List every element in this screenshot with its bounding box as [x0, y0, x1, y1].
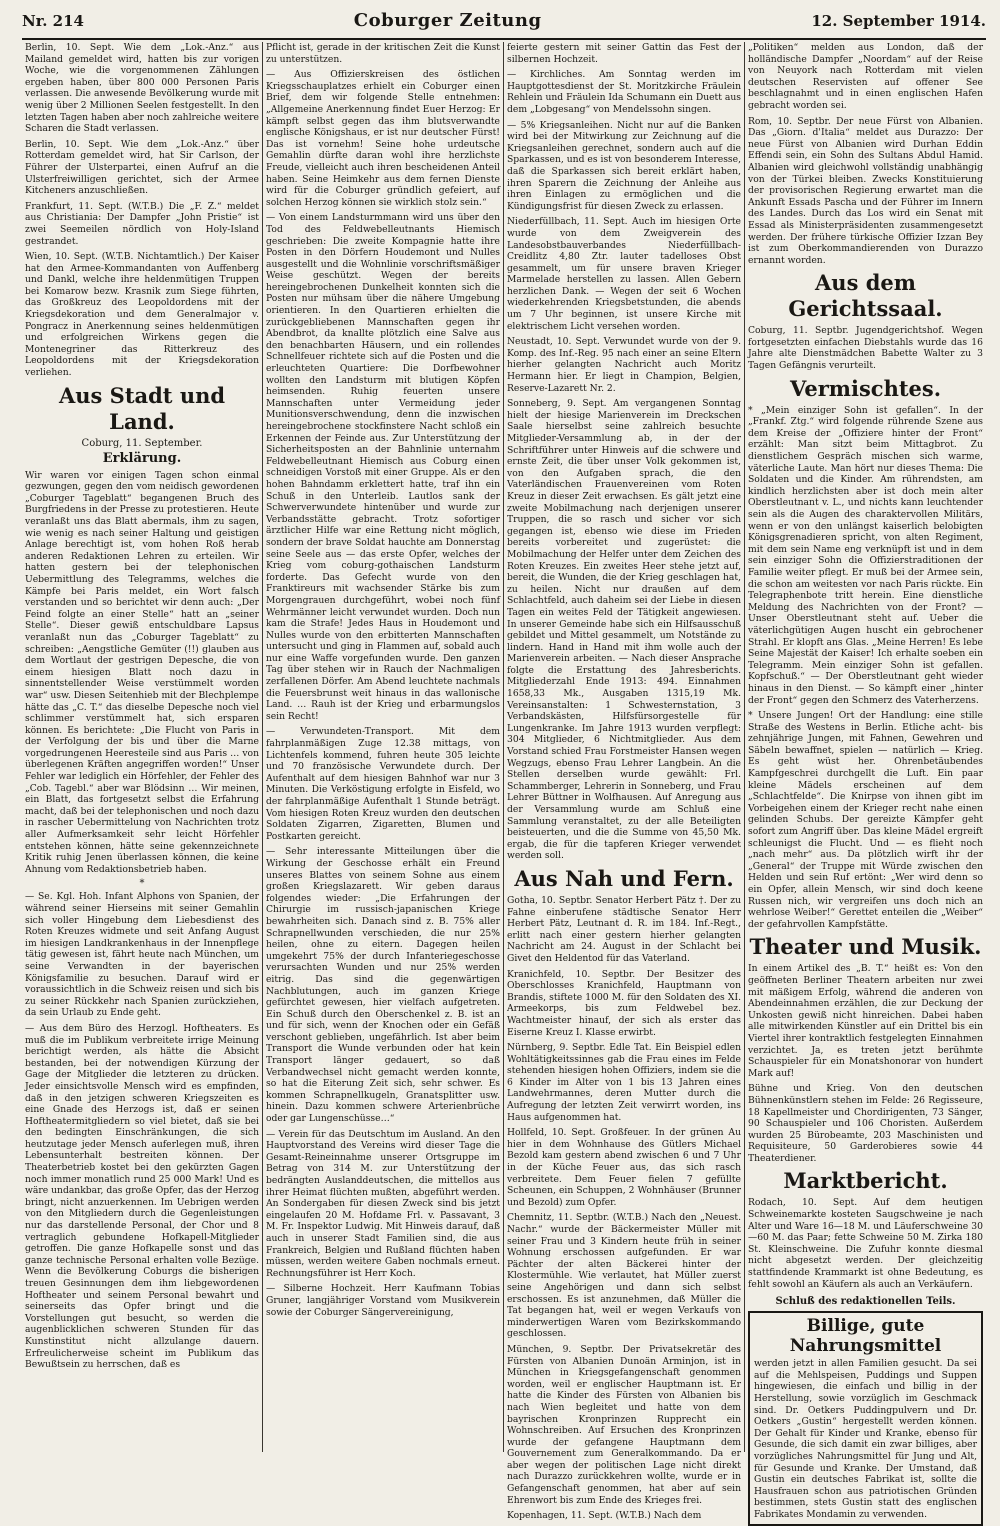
column — [263, 42, 504, 1452]
article-paragraph: Gotha, 10. Septbr. Senator Herbert Pätz †. Der zu Fahne einberufene städtische Senator Herr Herbert Pätz, Leutnant d. R. im 184. Inf.-Regt., erlitt nach einer gestern hierher gelangten Nachricht am 24. August in der Schlacht bei Givet den Heldentod für das Vaterland. — [507, 894, 741, 964]
section-heading: Vermischtes. — [789, 375, 942, 401]
article-paragraph: Nürnberg, 9. Septbr. Edle Tat. Ein Beispiel edlen Wohltätigkeitssinnes gab die Frau eines im Felde stehenden hiesigen hohen Offiziers, indem sie die 6 Kinder im Alter von 1 bis 13 Jahren eines Landwehrmannes, deren Mutter durch die Aufregung der letzten Zeit verwirrt worden, ins Haus aufgenommen hat. — [507, 1042, 741, 1123]
article-paragraph: Berlin, 10. Sept. Wie dem „Lok.-Anz.“ aus Mailand gemeldet wird, hatten bis zur vorigen Woche, wie die vorgenommenen Zählungen ergeben haben, über 800 000 Personen Paris verlassen. Die anwesende Bevölkerung wurde mit wenig über 2 Millionen Seelen festgestellt. In den letzten Tagen haben aber noch zahlreiche weitere Scharen die Stadt verlassen. — [25, 42, 259, 135]
article-paragraph: Frankfurt, 11. Sept. (W.T.B.) Die „F. Z.“ meldet aus Christiania: Der Dampfer „John Pristie“ ist zwei Seemeilen nördlich von Holy-Island gestrandet. — [25, 200, 259, 247]
subheading: Erklärung. — [102, 450, 182, 466]
section-heading: Aus Nah und Fern. — [514, 865, 734, 891]
article-paragraph: — 5% Kriegsanleihen. Nicht nur auf die Banken wird bei der Mitwirkung zur Zeichnung auf die Kriegsanleihen gerechnet, sondern auch auf die Sparkassen, und es ist von besonderem Interesse, daß die Sparkassen sich bereit erklärt haben, ihren Sparern die Zeichnung der Anleihe aus ihren Einlagen zu ermöglichen und die Kündigungsfrist für diesen Zweck zu erlassen. — [507, 119, 741, 212]
article-paragraph: — Aus Offizierskreisen des östlichen Kriegsschauplatzes erhielt ein Coburger einen Brief, dem wir folgende Stelle entnehmen: „Allgemeine Anerkennung findet Euer Herzog: Er kämpft selbst gegen das ihm blutsverwandte englische Königshaus, er ist nur deutscher Fürst! Das ist vornehm! Seine hohe urdeutsche Gemahlin dürfte daran wohl ihre herzlichste Freude, vielleicht auch ihren bescheidenen Anteil haben. Seine Heimkehr aus dem fernen Dienste wird für die Coburger gründlich gefeiert, auf solchen Herzog können sie wirklich stolz sein.“ — [266, 69, 500, 208]
article-paragraph: — Sehr interessante Mitteilungen über die Wirkung der Geschosse erhält ein Freund unseres Blattes von seinem Sohne aus einem großen Kriegslazarett. Wir geben daraus folgendes wieder: „Die Erfahrungen der Chirurgie im russisch-japanischen Kriege bewahrheiten sich. Danach sind z. B. 75% aller Schrapnellwunden verschieden, die nur 25% heilen, ohne zu eitern. Dagegen heilen umgekehrt 75% der durch Infanteriegeschosse verursachten Wunden und nur 25% werden eitrig. Das sind die gegenwärtigen Nachblutungen, auch im ganzen Kriege gefürchtet gewesen, hier vielfach aufgetreten. Ein Schuß durch den Oberschenkel z. B. ist an und für sich, wenn der Knochen oder ein Gefäß verschont geblieben, ungefährlich. Ist aber beim Transport die Wunde verbunden oder hat kein Transport länger gedauert, so daß Verbandwechsel nicht gemacht werden konnte, so hat die Eiterung Zeit sich, sehr schwer. Es kommen Schrapnellkugeln, Granatsplitter usw. hinein. Dazu kommen schwere Arterienbrüche oder gar Lungenschüsse…“ — [266, 846, 500, 1125]
article-paragraph: Sonneberg, 9. Sept. Am vergangenen Sonntag hielt der hiesige Marienverein im Dreckschen Saale hierselbst seine zahlreich besuchte Mitglieder-Versammlung ab, in der der Schriftführer unter Hinweis auf die schwere und ernste Zeit, die über unser Volk gekommen ist, von den Aufgaben sprach, die den Vaterländischen Frauenvereinen vom Roten Kreuz in dieser Zeit erwachsen. Es gält jetzt eine zweite Mobilmachung nach derjenigen unserer Truppen, die so rasch und sicher vor sich gegangen ist, ebenso wie diese im Frieden bereits vorbereitet und zugerüstet: die Mobilmachung der Helfer unter dem Zeichen des Roten Kreuzes. Ein zweites Heer stehe jetzt auf, bereit, die Wunden, die der Krieg geschlagen hat, zu heilen. Nicht nur draußen auf dem Schlachtfeld, auch daheim sei der Liebe in diesen Tagen ein weites Feld der Tätigkeit angewiesen. In unserer Gemeinde habe sich ein Hilfsausschuß gebildet und Mittel gesammelt, um Notstände zu lindern. Hand in Hand mit ihm wolle auch der Marienverein arbeiten. — Nach dieser Ansprache folgte die Erstattung des Jahresberichts. Mitgliederzahl Ende 1913: 494. Einnahmen 1658,33 Mk., Ausgaben 1315,19 Mk. Vereinsanstalten: 1 Schwesternstation, 3 Verbandskästen, Hilfsfürsorgestelle für Lungenkranke. Im Jahre 1913 wurden verpflegt: 304 Mitglieder, 6 Nichtmitglieder. Aus dem Vorstand schied Frau Forstmeister Hansen wegen Wegzugs, ebenso Frau Lehrer Langbein. An die Stellen derselben wurde gewählt: Frl. Schammberger, Lehrerin in Sonneberg, und Frau Lehrer Büttner in Wolfhausen. Auf Anregung aus der Versammlung wurde am Schluß eine Sammlung veranstaltet, zu der alle Beteiligten beisteuerten, und die die Summe von 45,50 Mk. ergab, die für die tapferen Krieger verwendet werden soll. — [507, 398, 741, 862]
masthead-rule — [22, 38, 986, 40]
article-paragraph: Rom, 10. Septbr. Der neue Fürst von Albanien. Das „Giorn. d'Italia“ meldet aus Durazzo: Der neue Fürst von Albanien wird Durhan Eddin Effendi sein, ein Sohn des Sultans Abdul Hamid. Albanien wird gleichwohl vollständig unabhängig von der Türkei bleiben. Zwecks Konstituierung der provisorischen Regierung erwartet man die Ankunft Essads Pascha und der Führer im Innern des Landes. Durch das Los wird ein Senat mit Essad als Ministerpräsidenten zusammengesetzt werden. Der frühere türkische Offizier Izzan Bey ist zum Oberkommandierenden von Durazzo ernannt worden. — [748, 115, 983, 266]
article-paragraph: Kranichfeld, 10. Septbr. Der Besitzer des Oberschlosses Kranichfeld, Hauptmann von Brandis, stiftete 1000 M. für den Soldaten des XI. Armeekorps, bis zum Feldwebel bez. Wachtmeister hinauf, der sich als erster das Eiserne Kreuz I. Klasse erwirbt. — [507, 968, 741, 1038]
article-paragraph: Berlin, 10. Sept. Wie dem „Lok.-Anz.“ über Rotterdam gemeldet wird, hat Sir Carlson, der Führer der Ulsterpartei, einen Aufruf an die Ulsterfreiwilligen gerichtet, sich der Armee Kitcheners anzuschließen. — [25, 138, 259, 197]
article-paragraph: * Unsere Jungen! Ort der Handlung: eine stille Straße des Westens in Berlin. Etliche acht- bis zehnjährige Jungen, mit Fahnen, Gewehren und Säbeln bewaffnet, spielen — natürlich — Krieg. Es geht wüst her. Ohrenbetäubendes Kampfgeschrei durchgellt die Luft. Ein paar kleine Mädels erscheinen auf dem „Schlachtfelde“. Die Knirpse von ihnen gibt im Vorbeigehen einem der Krieger recht nahe einen gelinden Schubs. Der gereizte Kämpfer geht sofort zum Angriff über. Das kleine Mädel ergreift schleunigst die Flucht. Und — es flieht noch „nach mehr“ aus. Da plötzlich wirft ihr der „General“ der Truppe mit Würde zwischen den Helden und sein Ruf ertönt: „Wer wird denn so ein Opfer, allein Mensch, wir sind doch keene Russen nich, wir vergreifen uns doch nich an wehrlose Weiber!“ Gerettet enteilen die „Weiber“ der gefahrvollen Kampfstätte. — [748, 710, 983, 930]
article-paragraph: — Se. Kgl. Hoh. Infant Alphons von Spanien, der während seiner Hierseins mit seiner Gemahlin sich voller Hingebung dem Liebesdienst des Roten Kreuzes widmete und seit Anfang August im hiesigen Landkrankenhaus in der Innenpflege tätig gewesen ist, fährt heute nach München, um seine Verwandten in der bayerischen Königsfamilie zu besuchen. Darauf wird er voraussichtlich in die Schweiz reisen und sich bis zu seiner Rückkehr nach Spanien zurückziehen, da sein Urlaub zu Ende geht. — [25, 891, 259, 1019]
article-paragraph: — Silberne Hochzeit. Herr Kaufmann Tobias Gruner, langjähriger Vorstand vom Musikverein sowie der Coburger Sängervereinigung, — [266, 1283, 500, 1318]
article-paragraph: Wir waren vor einigen Tagen schon einmal gezwungen, gegen den vom neidisch gewordenen „Coburger Tageblatt“ begangenen Bruch des Burgfriedens in der Presse zu protestieren. Heute veranlaßt uns das Blatt abermals, ihm zu sagen, wie wenig es nach seiner Haltung und geistigen Anlage berechtigt ist, vom hohen Roß herab anderen Redaktionen Lehren zu erteilen. Wir hatten gestern bei der telephonischen Uebermittlung des Telegramms, welches die Kämpfe bei Paris meldet, ein Wort falsch verstanden und so berichtet wir denn auch: „Der Feind folgte an einer Stelle“ hatt an „seiner Stelle“. Dieser gewiß entschuldbare Lapsus veranlaßt nun das „Coburger Tageblatt“ zu schreiben: „Aengstliche Gemüter (!!) glauben aus dem Wortlaut der gestrigen Depesche, die von einem hiesigen Blatt noch dazu in sinnentstellender Weise verstümmelt worden war“ usw. Diesen Seitenhieb mit der Blechplempe hätte das „C. T.“ das dieselbe Depesche noch viel schlimmer verstümmelt hat, sich ersparen können. Es berichtete: „Die Flucht von Paris in der Verfolgung der bis und über die Marne vorgedrungenen Heeresteile sind aus Paris … von überlegenen Kräften angegriffen worden!“ Unser Fehler war lediglich ein Hörfehler, der Fehler des „Cob. Tagebl.“ aber war Blödsinn … Wir meinen, ein Blatt, das fortgesetzt selbst die Erfahrung macht, daß bei der telephonischen und noch dazu in rascher Uebermittelung von Nachrichten trotz aller Aufmerksamkeit sehr leicht Hörfehler entstehen können, hätte seine gekennzeichnete Kritik ruhig Jenen überlassen können, die keine Ahnung vom Redaktionsbetrieb haben. — [25, 469, 259, 875]
columns — [22, 42, 986, 1522]
section-heading: Marktbericht. — [783, 1168, 948, 1194]
article-paragraph: — Aus dem Büro des Herzogl. Hoftheaters. Es muß die im Publikum verbreitete irrige Meinung berichtigt werden, als hätte die Absicht bestanden, bei der notwendigen Kürzung der Gage der Mitglieder die letzteren zu drücken. Jeder einsichtsvolle Mensch wird es empfinden, daß in den jetzigen schweren Kriegszeiten es eine Gnade des Herzogs ist, daß er seinen Hoftheatermitgliedern so viel bietet, daß sie bei den bedingten Einschränkungen, die sich heutzutage jeder Mensch auferlegen muß, ihren Lebensunterhalt bestreiten können. Der Theaterbetrieb kostet bei den gekürzten Gagen noch immer monatlich rund 25 000 Mark! Und es wäre undankbar, das große Opfer, das der Herzog bringt, nicht anzuerkennen. Im Uebrigen werden von den Mitgliedern durch die Gegenleistungen nur das darstellende Personal, der Chor und 8 vertraglich gebundene Hofkapell-Mitglieder getroffen. Die ganze Hofkapelle sonst und das ganze technische Personal erhalten volle Bezüge. Wenn die Bevölkerung Coburgs die bisherigen treuen Gesinnungen dem ihm liebgewordenen Hoftheater und seinem Personal bewahrt und seinerseits das Opfer bringt und die Vorstellungen gut besucht, so werden die augenblicklichen schweren Stunden für das Kunstinstitut nicht allzulange dauern. Erfreulicherweise scheint im Publikum das Bewußtsein zu herrschen, daß es — [25, 1022, 259, 1371]
newspaper-title: Coburger Zeitung — [353, 10, 542, 31]
section-heading: Aus Stadt und Land. — [58, 382, 226, 434]
article-paragraph: Bühne und Krieg. Von den deutschen Bühnenkünstlern stehen im Felde: 26 Regisseure, 18 Kapellmeister und Chordirigenten, 73 Sänger, 90 Schauspieler und 106 Choristen. Außerdem wurden 25 Bürobeamte, 203 Maschinisten und Requisiteure, 50 Garderobieres sowie 44 Theaterdiener. — [748, 1083, 983, 1164]
column — [745, 42, 986, 1520]
column — [504, 42, 745, 1522]
column — [22, 42, 263, 1452]
article-paragraph: * „Mein einziger Sohn ist gefallen“. In der „Frankf. Ztg.“ wird folgende rührende Szene aus dem Kreise der „Offiziere hinter der Front“ erzählt: Man sitzt beim Mittagbrot. Zu dienstlichem Gespräch mischen sich warme, väterliche Laute. Man hört nur dieses Thema: Die Soldaten und die Kinder. Am rührendsten, am kindlich herzlichsten aber ist doch mein alter Oberstleutnant v. L., und nichts kann leuchtender sein als die Augen des charaktervollen Militärs, wenn er von den unlängst kaiserlich belobigten Königsgrenadieren spricht, von alten Regiment, mit dem sein Name eng verknüpft ist und in dem sein einziger Sohn die Offizierstraditionen der Familie weiter pflegt. Er muß bei der Armee sein, die schon am weitesten vor nach Paris rückte. Ein Telegraphenbote tritt herein. Eine dienstliche Meldung des Nachrichten von der Front? — Unser Oberstleutnant steht auf. Ueber die väterlichgütigen Augen huscht ein gebrochener Strahl. Er klopft ans Glas. „Meine Herren! Es lebe Seine Majestät der Kaiser! Ich erhalte soeben ein Telegramm. Mein einziger Sohn ist gefallen. Kopfschuß.“ — Der Oberstleutnant geht wieder hinaus in den Dienst. — So kämpft einer „hinter der Front“ gegen den Schmerz des Vaterherzens. — [748, 404, 983, 706]
masthead — [22, 10, 986, 34]
article-paragraph: feierte gestern mit seiner Gattin das Fest der silbernen Hochzeit. — [507, 42, 741, 65]
issue-number: Nr. 214 — [22, 12, 84, 30]
section-heading: Aus dem Gerichtssaal. — [788, 270, 943, 322]
article-paragraph: Wien, 10. Sept. (W.T.B. Nichtamtlich.) Der Kaiser hat den Armee-Kommandanten von Auffenberg und Dankl, welche ihre heldenmütigen Truppen bei Komarow bezw. Krasnik zum Siege führten, das Großkreuz des Leopoldordens mit der Kriegsdekoration und dem Generalmajor v. Pongracz in Anerkennung seines heldenmütigen und erfolgreichen Wirkens gegen die Montenegriner das Ritterkreuz des Leopoldordens mit der Kriegsdekoration verliehen. — [25, 251, 259, 379]
editorial-end-note: Schluß des redaktionellen Teils. — [775, 1296, 956, 1308]
article-paragraph: Rodach, 10. Sept. Auf dem heutigen Schweinemarkte kosteten Saugschweine je nach Alter und Ware 16—18 M. und Läuferschweine 30—60 M. das Paar; fette Schweine 50 M. Zirka 180 St. Kleinschweine. Die Zufuhr konnte diesmal nicht abgesetzt werden. Der gleichzeitig stattfindende Krammarkt ist ohne Bedeutung, es fehlt sowohl an Käufern als auch an Verkäufern. — [748, 1197, 983, 1290]
article-paragraph: München, 9. Septbr. Der Privatsekretär des Fürsten von Albanien Dunoän Arminjon, ist in München in Kriegsgefangenschaft genommen worden, weil er englischer Hauptmann ist. Er hatte die Kinder des Fürsten von Albanien bis nach Wien begleitet und hatte von dem bayrischen Kronprinzen Rupprecht ein Wohnschreiben. Auf Ersuchen des Kronprinzen wurde der gefangene Hauptmann dem Gouvernement zum Generalkommando. Da er aber wegen der politischen Lage nicht direkt nach Durazzo zurückkehren wollte, wurde er in Gefangenschaft genommen, hat aber auf sein Ehrenwort bis zum Ende des Krieges frei. — [507, 1343, 741, 1506]
section-heading: Theater und Musik. — [749, 934, 982, 960]
article-paragraph: „Politiken“ melden aus London, daß der holländische Dampfer „Noordam“ auf der Reise von Neuyork nach Rotterdam mit vielen deutschen Reservisten auf offener See beschlagnahmt und in einen englischen Hafen gebracht worden sei. — [748, 42, 983, 111]
article-paragraph: Hollfeld, 10. Sept. Großfeuer. In der grünen Au hier in dem Wohnhause des Gütlers Michael Bezold kam gestern abend zwischen 6 und 7 Uhr in der Küche Feuer aus, das sich rasch verbreitete. Dem Feuer fielen 7 gefüllte Scheunen, ein Schuppen, 2 Wohnhäuser (Brunner und Bezold) zum Opfer. — [507, 1127, 741, 1208]
dateline: Coburg, 11. September. — [81, 437, 203, 449]
article-paragraph: In einem Artikel des „B. T.“ heißt es: Von den geöffneten Berliner Theatern arbeiten nur zwei mit mäßigem Erfolg, während die anderen von Abendeinnahmen erzählen, die zur Deckung der Unkosten gewiß nicht hinreichen. Dabei haben alle mitwirkenden Künstler auf ein Drittel bis ein Viertel ihrer kontraktlich festgelegten Einnahmen verzichtet. Ja, es treten jetzt berühmte Schauspieler für ein Monatshonorar von hundert Mark auf! — [748, 963, 983, 1079]
separator-star: * — [139, 878, 145, 890]
article-paragraph: Coburg, 11. Septbr. Jugendgerichtshof. Wegen fortgesetzten einfachen Diebstahls wurde das 16 Jahre alte Dienstmädchen Babette Walter zu 3 Tagen Gefängnis verurteilt. — [748, 325, 983, 372]
article-paragraph: Kopenhagen, 11. Sept. (W.T.B.) Nach dem — [507, 1510, 702, 1522]
article-paragraph: Niederfüllbach, 11. Sept. Auch im hiesigen Orte wurde von dem Zweigverein des Landesobstbauverbandes Niederfüllbach-Creidlitz 4,80 Ztr. lauter tadelloses Obst gesammelt, um für unsere braven Krieger Marmelade herstellen zu lassen. Allen Gebern herzlichen Dank. — Wegen der seit 6 Wochen wiederkehrenden Kriegsbetstunden, die abends um 7 Uhr beginnen, ist unsere Kirche mit elektrischem Licht versehen worden. — [507, 216, 741, 332]
article-paragraph: — Verwundeten-Transport. Mit dem fahrplanmäßigen Zuge 12.38 mittags, von Lichtenfels kommend, fuhren heute 305 leichte und 70 französische Verwundete durch. Der Aufenthalt auf dem hiesigen Bahnhof war nur 3 Minuten. Die Verköstigung erfolgte in Eisfeld, wo der fahrplanmäßige Aufenthalt 1 Stunde beträgt. Vom hiesigen Roten Kreuz wurden den deutschen Soldaten Zigarren, Zigaretten, Blumen und Postkarten gereicht. — [266, 726, 500, 842]
article-paragraph: Chemnitz, 11. Septbr. (W.T.B.) Nach den „Neuest. Nachr.“ wurde der Bäckermeister Müller mit seiner Frau und 3 Kindern heute früh in seiner Wohnung erschossen aufgefunden. Er war Pächter der alten Bäckerei hinter der Klostermühle. Wie verlautet, hat Müller zuerst seine Angehörigen und dann sich selbst erschossen. Es ist anzunehmen, daß Müller die Tat begangen hat, weil er wegen Verkaufs von minderwertigen Waren vom Bezirkskommando geschlossen. — [507, 1212, 741, 1340]
article-paragraph: Pflicht ist, gerade in der kritischen Zeit die Kunst zu unterstützen. — [266, 42, 500, 65]
ad-text: werden jetzt in allen Familien gesucht. Da sei auf die Mehlspeisen, Puddings und Suppen hingewiesen, die einfach und billig in der Herstellung, sowie vorzüglich im Geschmack sind. Dr. Oetkers Puddingpulvern und Dr. Oetkers „Gustin“ hergestellt werden können. Der Gehalt für Kinder und Kranke, ebenso für Gesunde, die sich damit ein zwar billiges, aber vorzügliches Nahrungsmittel für Jung und Alt, für Gesunde und Kranke. Der Umstand, daß Gustin ein deutsches Fabrikat ist, sollte die Hausfrauen schon aus patriotischen Gründen bestimmen, stets Gustin statt des englischen Fabrikates Mondamin zu verwenden. — [754, 1358, 977, 1520]
ad-headline: Billige, gute Nahrungsmittel — [789, 1316, 942, 1357]
advertisement — [748, 1311, 983, 1525]
article-paragraph: Neustadt, 10. Sept. Verwundet wurde von der 9. Komp. des Inf.-Reg. 95 nach einer an seine Eltern hierher gelangten Nachricht auch Moritz Hermann hier. Er liegt in Champion, Belgien, Reserve-Lazarett Nr. 2. — [507, 336, 741, 394]
article-paragraph: — Kirchliches. Am Sonntag werden im Hauptgottesdienst der St. Moritzkirche Fräulein Rehlein und Fräulein Ida Schumann ein Duett aus dem „Lobgesang“ von Mendelssohn singen. — [507, 69, 741, 115]
article-paragraph: — Von einem Landsturmmann wird uns über den Tod des Feldwebelleutnants Hiemisch geschrieben: Die zweite Kompagnie hatte ihre Posten in den Dörfern Houdemont und Nulles ausgestellt und die Wohnlinie vorschriftsmäßiger Weise geschützt. Wegen der bereits hereingebrochenen Dunkelheit konnten sich die Posten nur mühsam über die nähere Umgebung orientieren. In den Quartieren erhielten die zurückgebliebenen Mannschaften gegen ihr Abendbrot, da knallte plötzlich eine Salve aus den benachbarten Häusern, und ein rollendes Schnellfeuer richtete sich auf die Posten und die erleuchteten Quartiere: Die Dorfbewohner wollten den Landsturm mit blutigen Köpfen heimsenden. Ruhig feuerten unsere Mannschaften unter Vermeidung jeder Munitionsverschwendung, denn die inzwischen hereingebrochene stockfinstere Nacht schloß ein Erkennen der Feinde aus. Zur Unterstützung der Sicherheitsposten an der Bahnlinie unternahm Feldwebelleutnant Hiemisch aus Coburg einen schneidigen Vorstoß mit einer Gruppe. Als er den hohen Bahndamm erklettert hatte, traf ihn ein Schuß in den Unterleib. Lautlos sank der Schwerverwundete hintenüber und wurde zur Verbandsstätte gebracht. Trotz sofortiger ärztlicher Hilfe war eine Rettung nicht möglich, sondern der brave Soldat hauchte am Donnerstag seine Seele aus — das erste Opfer, welches der Krieg vom coburg-gothaischen Landsturm forderte. Das Gefecht wurde von den Franktireurs mit wachsender Stärke bis zum Morgengrauen durchgeführt, wobei noch fünf Wehrmänner leicht verwundet wurden. Doch nun kam die Strafe! Jedes Haus in Houdemont und Nulles wurde von den erbitterten Mannschaften untersucht und ging in Flammen auf, sobald auch nur eine Waffe vorgefunden wurde. Den ganzen Tag über stehen wir in Rauch der Nachmaligen zerfallenen Dörfer. Am Abend leuchtete nachmals die Feuersbrunst weit hinaus in das wallonische Land. … Rauh ist der Krieg und erbarmungslos sein Recht! — [266, 212, 500, 722]
article-paragraph: — Verein für das Deutschtum im Ausland. An den Hauptvorstand des Vereins wird dieser Tage die Gesamt-Reineinnahme unserer Ortsgruppe im Betrag von 314 M. zur Unterstützung der bedrängten Auslanddeutschen, die mittellos aus ihrer Heimat flüchten mußten, abgeführt werden. An Sondergaben für diesen Zweck sind bis jetzt eingelaufen 20 M. Hofdame Frl. v. Passavant, 3 M. Fr. Inspektor Ludwig. Mit Hinweis darauf, daß auch in unserer Stadt Familien sind, die aus Frankreich, Belgien und Rußland flüchten haben müssen, werden weitere Gaben nochmals erneut. Rechnungsführer ist Herr Koch. — [266, 1128, 500, 1279]
issue-date: 12. September 1914. — [811, 12, 986, 30]
